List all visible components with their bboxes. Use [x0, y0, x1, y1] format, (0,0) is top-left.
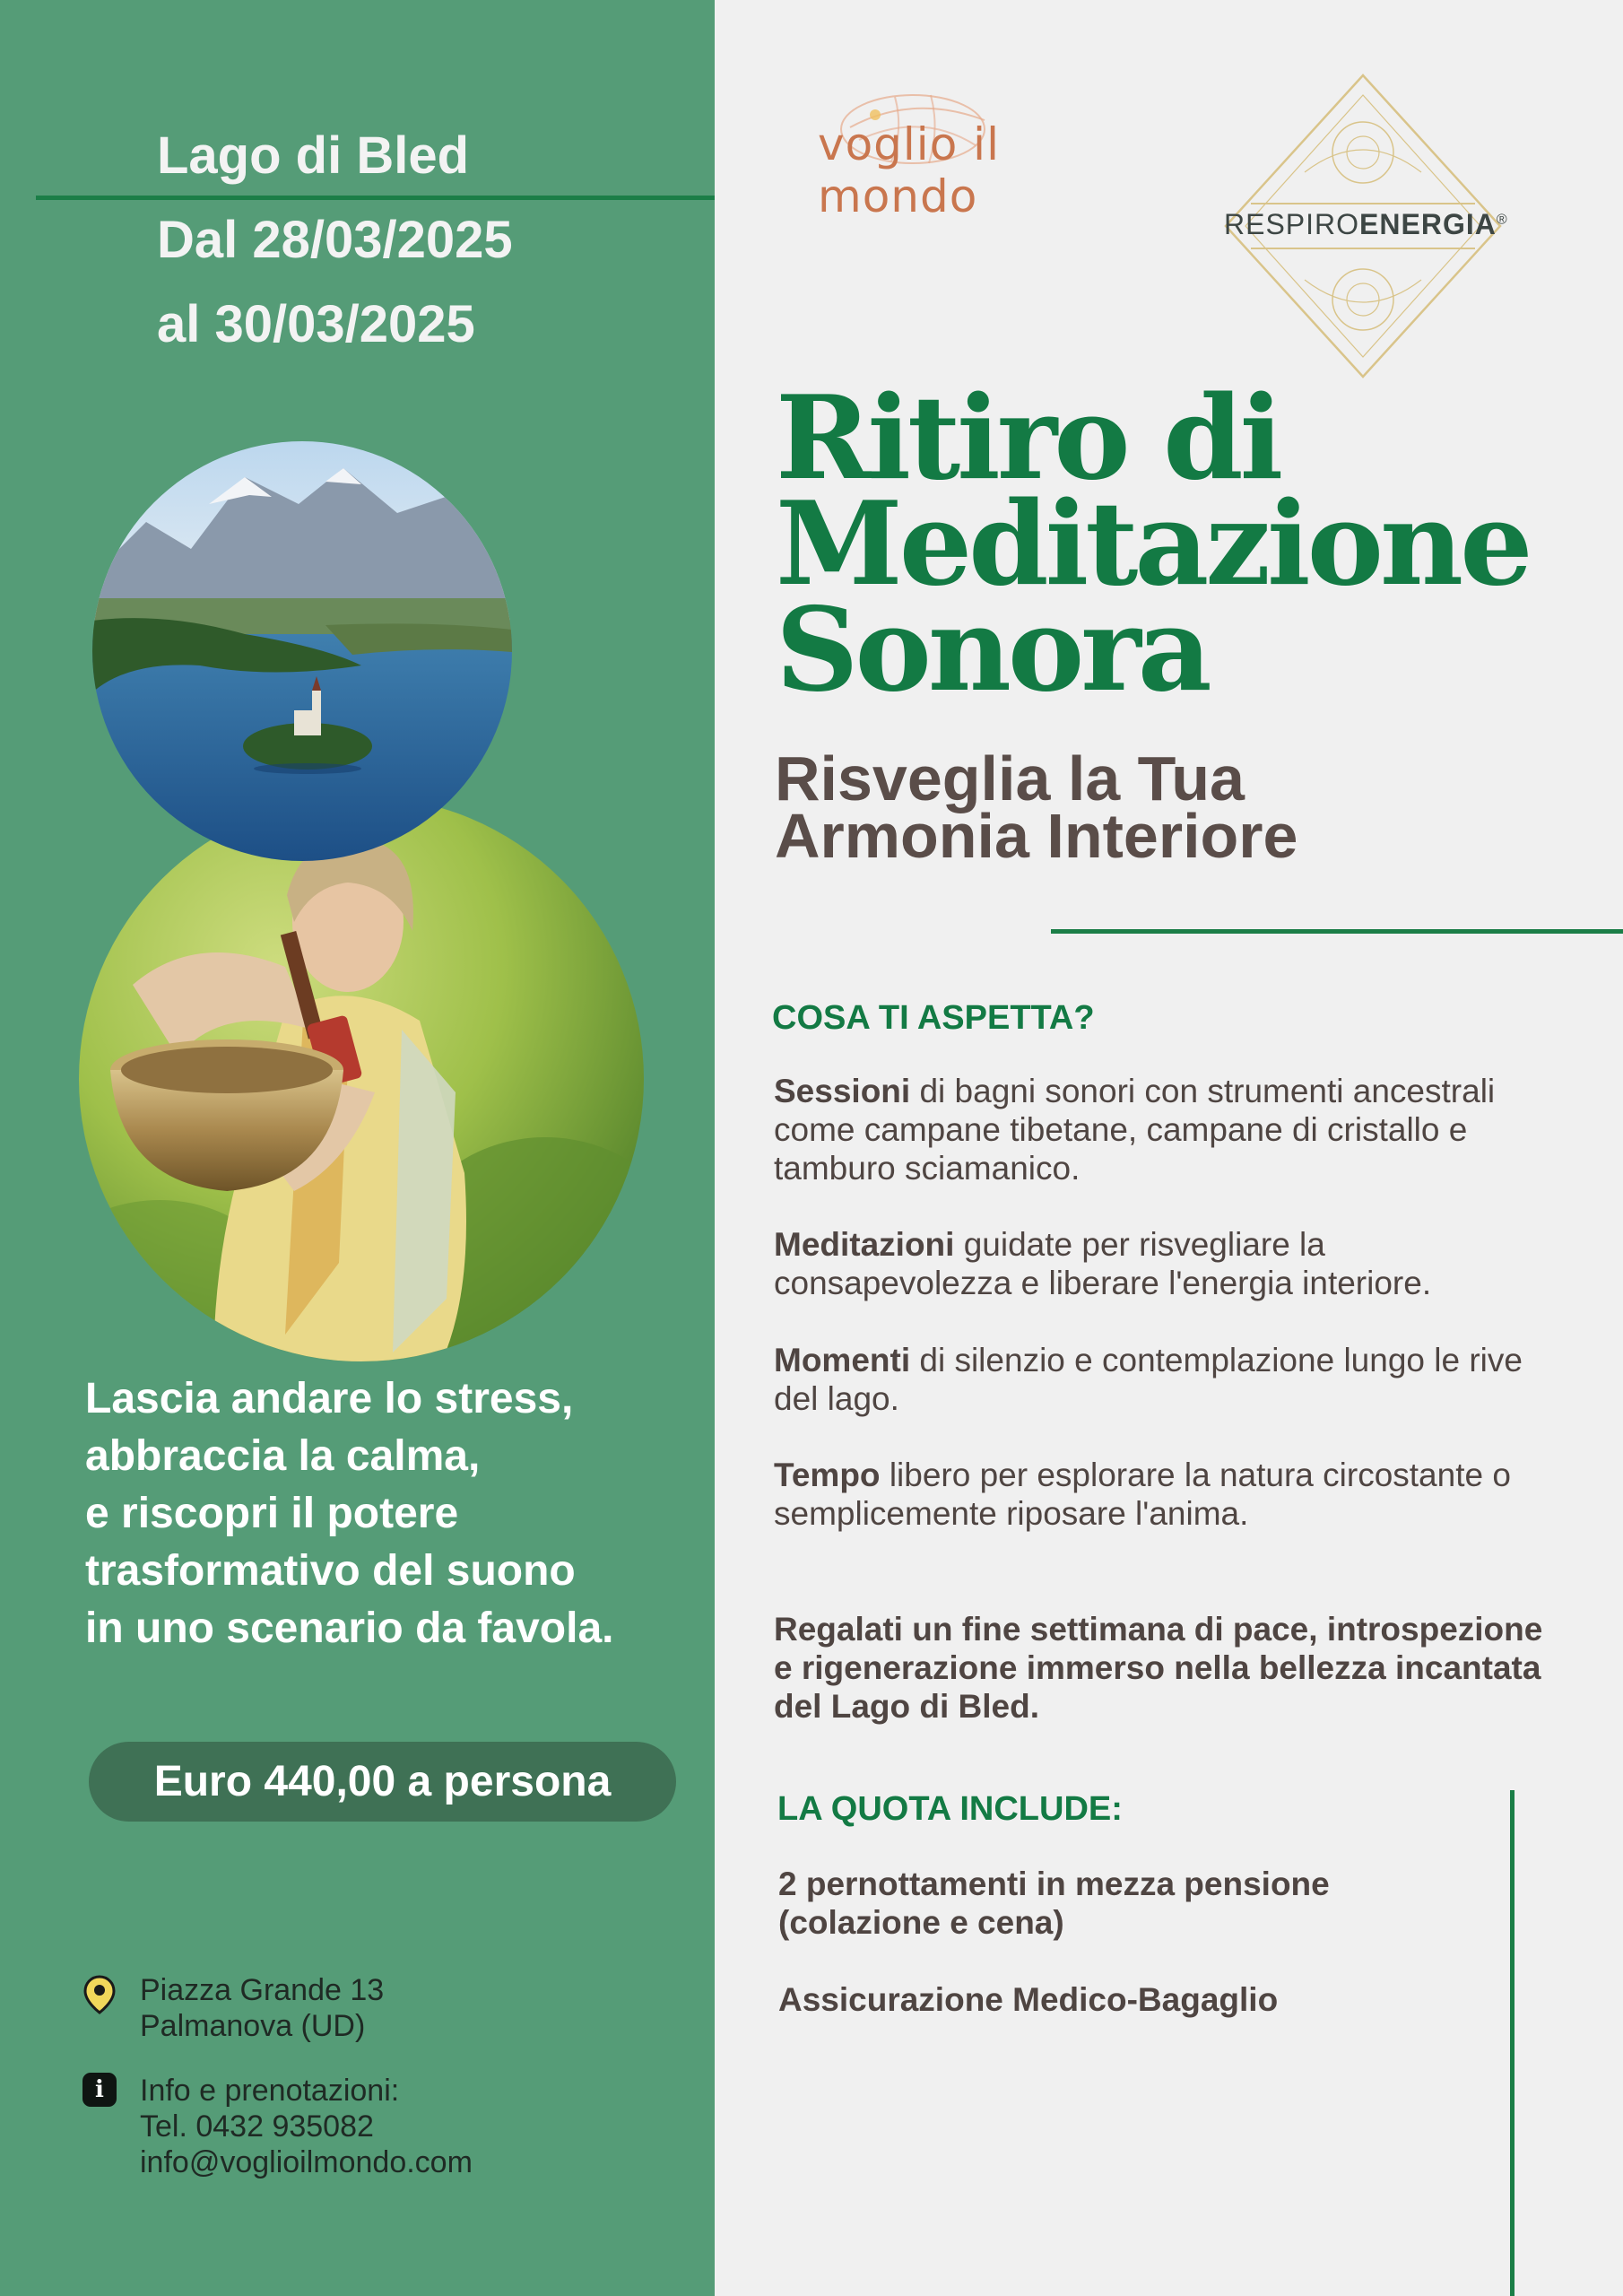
price-badge: Euro 440,00 a persona: [89, 1742, 676, 1822]
tagline: [85, 1370, 695, 1657]
title-line: Meditazione: [776, 477, 1530, 612]
tagline-line: in uno scenario da favola.: [85, 1605, 614, 1652]
contact-label: Info e prenotazioni:: [140, 2074, 400, 2108]
woman-singing-bowl-photo: [79, 796, 644, 1361]
expect-item: [774, 1341, 1545, 1418]
expect-item-keyword: Tempo: [774, 1457, 881, 1493]
date-to: al 30/03/2025: [157, 295, 475, 353]
expect-item-text: guidate per risvegliare la consapevolezza e liberare l'energia interiore.: [774, 1226, 1432, 1301]
page-subtitle: [775, 744, 1298, 871]
includes-heading: LA QUOTA INCLUDE:: [777, 1790, 1123, 1828]
expect-item-text: di bagni sonori con strumenti ancestrali come campane tibetane, campane di cristallo e tamburo sciamanico.: [774, 1073, 1496, 1187]
expect-item-keyword: Meditazioni: [774, 1226, 955, 1263]
address-block: [140, 1972, 384, 2044]
expect-heading: COSA TI ASPETTA?: [772, 999, 1095, 1037]
lake-bled-photo: [92, 441, 512, 861]
expect-item-keyword: Momenti: [774, 1342, 911, 1378]
tagline-line: abbraccia la calma,: [85, 1432, 481, 1480]
address-line: Palmanova (UD): [140, 2009, 366, 2043]
info-icon: i: [82, 2073, 117, 2107]
brand2-light: RESPIRO: [1224, 208, 1360, 240]
subtitle-line: Risveglia la Tua: [775, 744, 1245, 813]
brand2-mark: ®: [1496, 212, 1508, 228]
address-line: Piazza Grande 13: [140, 1973, 385, 2007]
date-from: Dal 28/03/2025: [157, 211, 513, 269]
right-vertical-rule: [1510, 1790, 1515, 2296]
includes-item: 2 pernottamenti in mezza pensione (colazione e cena): [778, 1866, 1330, 1941]
expect-item: [774, 1072, 1545, 1187]
expect-item-text: di silenzio e contemplazione lungo le rive del lago.: [774, 1342, 1523, 1417]
expect-item: [774, 1456, 1545, 1533]
brand2-wordmark: [1224, 208, 1508, 241]
expect-item-keyword: Sessioni: [774, 1073, 911, 1109]
tagline-line: Lascia andare lo stress,: [85, 1375, 574, 1422]
expect-closing: Regalati un fine settimana di pace, introspezione e rigenerazione immerso nella bellezza incantata del Lago di Bled.: [774, 1611, 1543, 1725]
expect-item-text: libero per esplorare la natura circostante o semplicemente riposare l'anima.: [774, 1457, 1511, 1532]
email-link[interactable]: info@voglioilmondo.com: [140, 2145, 473, 2179]
tagline-line: trasformativo del suono: [85, 1547, 576, 1595]
contact-block: [140, 2073, 473, 2180]
page-title: [776, 371, 1530, 718]
respiroenergia-logo: [1224, 74, 1508, 378]
subtitle-line: Armonia Interiore: [775, 801, 1298, 871]
location-pin-icon: [83, 1975, 116, 2014]
location-title: Lago di Bled: [157, 126, 469, 185]
left-divider: [36, 196, 715, 200]
title-line: Sonora: [776, 583, 1209, 718]
phone-number[interactable]: Tel. 0432 935082: [140, 2109, 374, 2144]
brand1-wordmark: voglio il mondo: [818, 118, 1000, 222]
title-line: Ritiro di: [776, 371, 1280, 506]
brand2-bold: ENERGIA: [1359, 208, 1497, 240]
voglio-il-mondo-logo: [805, 75, 1164, 222]
includes-item: Assicurazione Medico-Bagaglio: [778, 1981, 1279, 2018]
right-divider: [1051, 929, 1623, 934]
expect-item: [774, 1225, 1545, 1302]
tagline-line: e riscopri il potere: [85, 1490, 459, 1537]
